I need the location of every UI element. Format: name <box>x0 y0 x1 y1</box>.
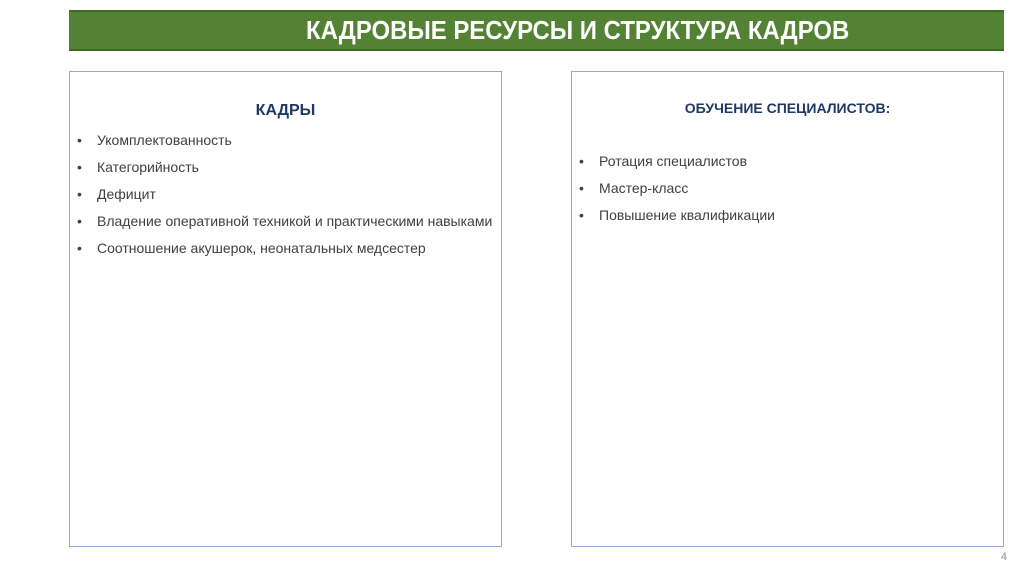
bullet-icon: • <box>579 207 584 223</box>
training-panel <box>571 71 1004 547</box>
list-item <box>572 180 1003 196</box>
bullet-icon: • <box>77 240 82 256</box>
bullet-icon: • <box>77 159 82 175</box>
list-item-text: Укомплектованность <box>97 132 232 148</box>
bullet-icon: • <box>579 180 584 196</box>
bullet-icon: • <box>77 186 82 202</box>
list-item-text: Дефицит <box>97 186 156 202</box>
list-item <box>70 159 494 175</box>
training-panel-heading: ОБУЧЕНИЕ СПЕЦИАЛИСТОВ: <box>684 100 891 116</box>
list-item <box>70 240 494 256</box>
list-item-text: Ротация специалистов <box>599 153 748 169</box>
page-number: 4 <box>1000 551 1007 563</box>
staff-panel <box>69 71 502 547</box>
bullet-icon: • <box>579 153 584 169</box>
list-item-text: Категорийность <box>97 159 199 175</box>
list-item-text: Соотношение акушерок, неонатальных медсестер <box>97 240 426 256</box>
slide-title: КАДРОВЫЕ РЕСУРСЫ И СТРУКТУРА КАДРОВ <box>306 15 850 45</box>
list-item <box>572 153 1003 169</box>
bullet-icon: • <box>77 132 82 148</box>
list-item <box>70 186 494 202</box>
list-item-text: Владение оперативной техникой и практическими навыками <box>97 213 493 229</box>
title-bar <box>69 10 1004 51</box>
list-item-text: Мастер-класс <box>599 180 689 196</box>
bullet-icon: • <box>77 213 82 229</box>
staff-list <box>70 132 494 256</box>
staff-panel-heading: КАДРЫ <box>255 102 316 119</box>
list-item <box>70 132 494 148</box>
list-item-text: Повышение квалификации <box>599 207 775 223</box>
list-item <box>572 207 1003 223</box>
list-item <box>70 213 494 229</box>
training-list <box>572 153 1003 223</box>
